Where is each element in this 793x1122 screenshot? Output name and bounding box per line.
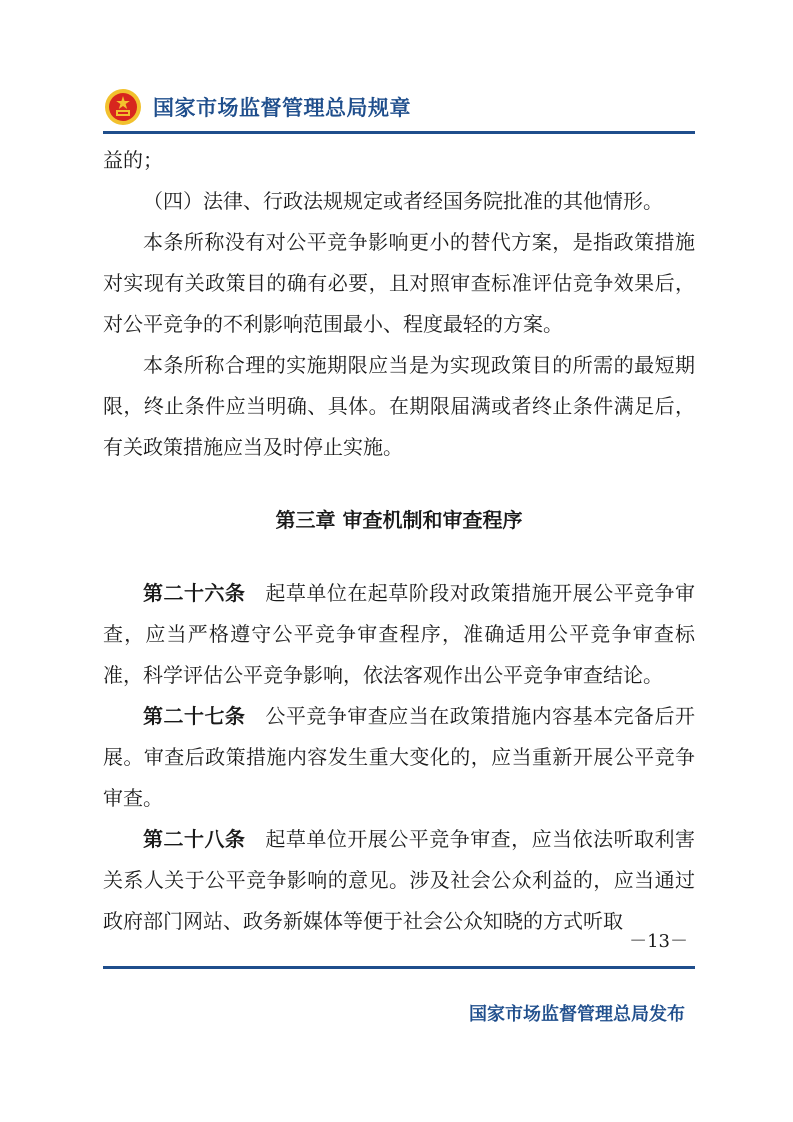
article-number: 第二十六条 <box>143 581 246 605</box>
footer-divider <box>103 966 695 969</box>
chapter-title: 第三章 审查机制和审查程序 <box>275 508 523 532</box>
article <box>103 696 695 819</box>
national-emblem-icon <box>103 87 143 127</box>
article-text: 起草单位在起草阶段对政策措施开展公平竞争审查，应当严格遵守公平竞争审查程序，准确适用公平竞争审查标准，科学评估公平竞争影响，依法客观作出公平竞争审查结论。 <box>103 581 696 687</box>
paragraph: 本条所称合理的实施期限应当是为实现政策目的所需的最短期限，终止条件应当明确、具体。在期限届满或者终止条件满足后，有关政策措施应当及时停止实施。 <box>103 353 695 459</box>
page-number: －13－ <box>629 931 688 952</box>
document-body <box>103 140 695 942</box>
page-header <box>103 84 411 130</box>
header-divider <box>103 131 695 134</box>
paragraph: 益的； <box>103 148 163 172</box>
header-title: 国家市场监督管理总局规章 <box>153 96 411 120</box>
article-number: 第二十七条 <box>143 704 246 728</box>
article <box>103 819 695 942</box>
paragraph: （四）法律、行政法规规定或者经国务院批准的其他情形。 <box>143 189 663 213</box>
footer-publisher: 国家市场监督管理总局发布 <box>469 1004 685 1025</box>
article-text: 公平竞争审查应当在政策措施内容基本完备后开展。审查后政策措施内容发生重大变化的，应当重新开展公平竞争审查。 <box>103 704 696 810</box>
article-text: 起草单位开展公平竞争审查，应当依法听取利害关系人关于公平竞争影响的意见。涉及社会公众利益的，应当通过政府部门网站、政务新媒体等便于社会公众知晓的方式听取 <box>103 827 696 933</box>
article-number: 第二十八条 <box>143 827 246 851</box>
article <box>103 573 695 696</box>
paragraph: 本条所称没有对公平竞争影响更小的替代方案，是指政策措施对实现有关政策目的确有必要，且对照审查标准评估竞争效果后，对公平竞争的不利影响范围最小、程度最轻的方案。 <box>103 230 695 336</box>
